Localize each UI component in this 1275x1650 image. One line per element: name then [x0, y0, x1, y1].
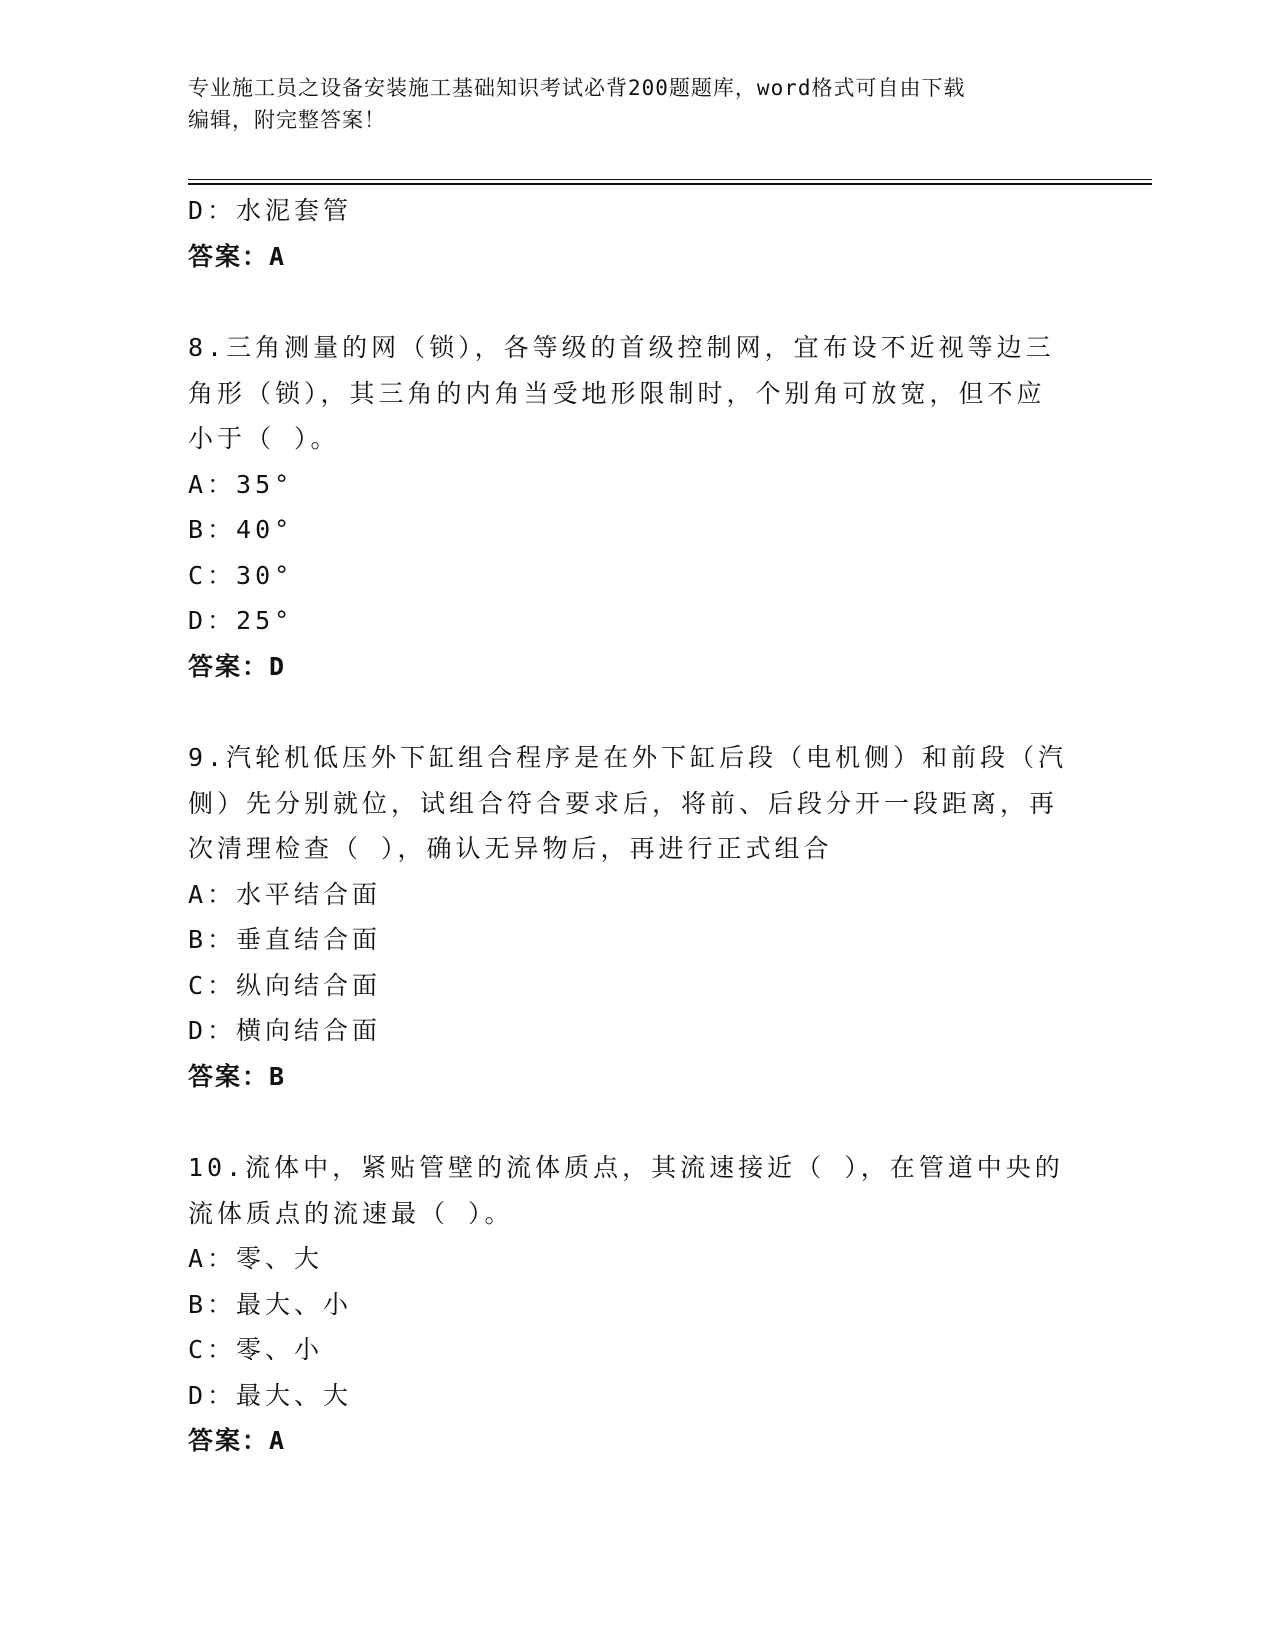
option-a: A：零、大: [188, 1244, 324, 1273]
question-block: [188, 735, 1088, 1099]
answer: 答案：D: [188, 651, 287, 681]
header-line-1: 专业施工员之设备安装施工基础知识考试必背200题题库，word格式可自由下载: [188, 76, 966, 100]
question-text-line: 侧）先分别就位，试组合符合要求后，将前、后段分开一段距离，再: [188, 788, 1059, 818]
answer: 答案：B: [188, 1061, 287, 1091]
question-text-line: 流体质点的流速最（ ）。: [188, 1198, 514, 1228]
question-block: [188, 325, 1088, 689]
prev-answer: 答案：A: [188, 241, 287, 271]
document-body: [188, 188, 1088, 1464]
option-c: C：30°: [188, 560, 294, 590]
option-c: C：纵向结合面: [188, 970, 382, 1000]
header-rule-thick: [188, 183, 1152, 185]
option-a: A：水平结合面: [188, 879, 382, 909]
option-b: B：40°: [188, 515, 294, 544]
question-text-line: 小于（ ）。: [188, 424, 340, 453]
question-text-line: 9.汽轮机低压外下缸组合程序是在外下缸后段（电机侧）和前段（汽: [188, 743, 1068, 772]
question-text-line: 次清理检查（ ），确认无异物后，再进行正式组合: [188, 834, 833, 863]
option-d: D：25°: [188, 606, 294, 635]
answer: 答案：A: [188, 1426, 287, 1455]
prev-option-d: D：水泥套管: [188, 196, 353, 225]
spacer: [188, 279, 1088, 325]
spacer: [188, 689, 1088, 735]
option-a: A：35°: [188, 469, 294, 499]
option-b: B：最大、小: [188, 1289, 353, 1319]
question-block: [188, 1145, 1088, 1464]
option-d: D：横向结合面: [188, 1016, 382, 1045]
header-rule-thin: [188, 179, 1152, 180]
option-d: D：最大、大: [188, 1380, 353, 1410]
option-c: C：零、小: [188, 1335, 324, 1364]
spacer: [188, 1099, 1088, 1145]
option-b: B：垂直结合面: [188, 925, 382, 954]
question-text-line: 10.流体中，紧贴管壁的流体质点，其流速接近（ ），在管道中央的: [188, 1153, 1064, 1182]
question-text-line: 8.三角测量的网（锁），各等级的首级控制网，宜布设不近视等边三: [188, 333, 1055, 362]
document-header: [188, 72, 1088, 136]
header-line-2: 编辑，附完整答案！: [188, 108, 386, 132]
question-text-line: 角形（锁），其三角的内角当受地形限制时，个别角可放宽，但不应: [188, 378, 1046, 408]
